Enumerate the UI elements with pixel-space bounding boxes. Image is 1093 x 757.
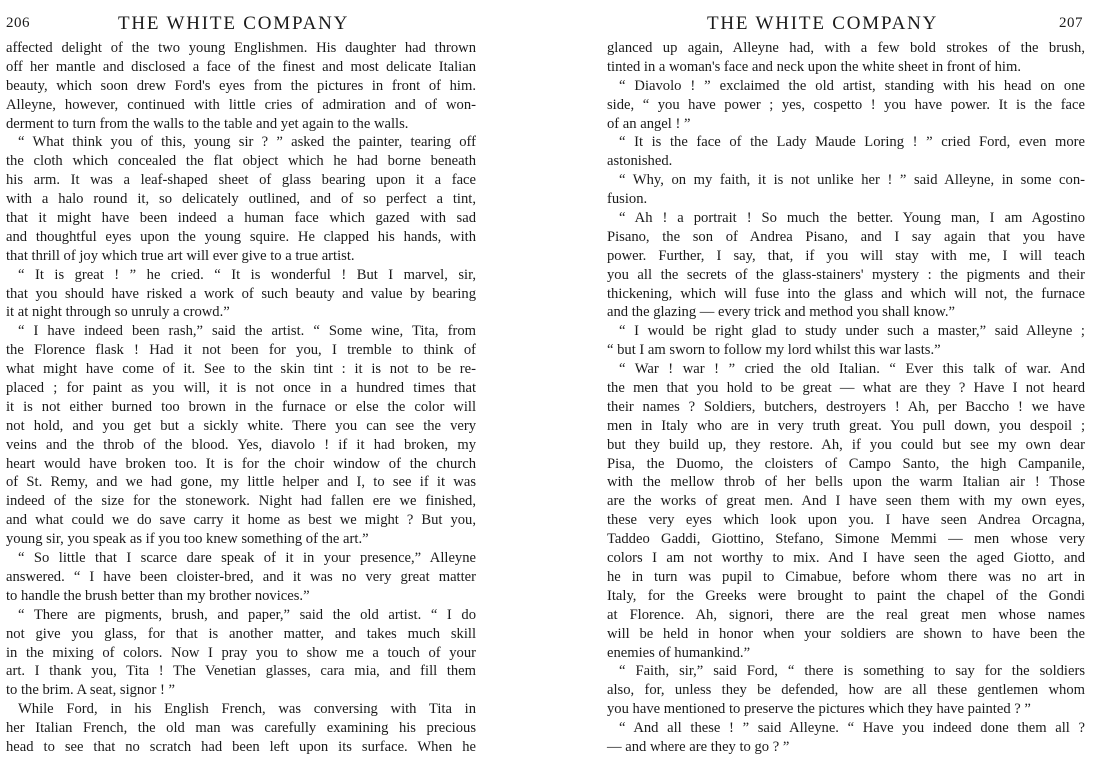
text-line: and the glazing — every trick and method you shall know.” bbox=[607, 304, 955, 321]
text-line: the Florence flask ! Had it not been for you, I tremble to think of bbox=[6, 342, 476, 359]
text-line: indeed of the size for the stonework. Night had fallen ere we finished, bbox=[6, 493, 476, 510]
text-line: in the mixing of colors. Now I pray you to show me a touch of your bbox=[6, 644, 476, 661]
text-line: “ I have indeed been rash,” said the artist. “ Some wine, Tita, from bbox=[18, 323, 476, 340]
page-number-left: 206 bbox=[6, 15, 30, 31]
text-line: to handle the brush better than my brother novices.” bbox=[6, 587, 310, 604]
text-line: “ Ah ! a portrait ! So much the better. Young man, I am Agostino bbox=[619, 210, 1085, 227]
text-line: fusion. bbox=[607, 191, 648, 208]
text-line: you have mentioned to preserve the pictures which they have painted ? ” bbox=[607, 701, 1031, 718]
text-line: “ but I am sworn to follow my lord whilst this war lasts.” bbox=[607, 342, 941, 359]
text-line: — and where are they to go ? ” bbox=[607, 738, 790, 755]
text-line: the cloth which concealed the flat object which he had borne beneath bbox=[6, 153, 476, 170]
text-line: “ Why, on my faith, it is not unlike her ! ” said Alleyne, in some con- bbox=[619, 172, 1085, 189]
text-line: are the works of great men. And I have seen them with my own eyes, bbox=[607, 493, 1085, 510]
text-line: it is not either burned too brown in the furnace or else the color will bbox=[6, 398, 476, 415]
text-line: with the mellow throb of her bells upon the warm Italian air ! Those bbox=[607, 474, 1085, 491]
text-line: that it might have been indeed a human face which gazed with sad bbox=[6, 210, 476, 227]
text-line: men in Italy who are in very truth great. You pull down, you despoil ; bbox=[607, 417, 1085, 434]
text-line: his arm. It was a leaf-shaped sheet of glass bearing upon it a face bbox=[6, 172, 476, 189]
text-line: heart would have broken too. It is for the choir window of the church bbox=[6, 455, 476, 472]
text-line: enemies of humankind.” bbox=[607, 644, 751, 661]
text-line: you all the secrets of the glass-stainers' mystery : the pigments and their bbox=[607, 266, 1085, 283]
text-line: astonished. bbox=[607, 153, 673, 170]
text-line: of St. Remy, and we had gone, my little helper and I, to see if it was bbox=[6, 474, 476, 491]
text-line: glanced up again, Alleyne had, with a few bold strokes of the brush, bbox=[607, 40, 1085, 56]
text-line: but they build up, they restore. Ah, if you could but see my own dear bbox=[607, 436, 1085, 453]
text-line: derment to turn from the walls to the table and yet again to the walls. bbox=[6, 115, 409, 132]
text-line: beauty, which soon drew Ford's eyes from the pictures in front of him. bbox=[6, 77, 476, 94]
text-line: and what could we do save carry it home as best we might ? But you, bbox=[6, 512, 476, 529]
text-line: of an angel ! ” bbox=[607, 115, 691, 132]
text-line: their names ? Soldiers, butchers, destroyers ! Ah, per Baccho ! we have bbox=[607, 398, 1085, 415]
text-line: at Florence. Ah, signori, there are the real great men whose names bbox=[607, 606, 1085, 623]
text-line: what might have come of it. See to the skin tint : it is not to be re- bbox=[6, 361, 476, 378]
right-page-text bbox=[607, 39, 1085, 757]
text-line: answered. “ I have been cloister-bred, and it was no very great matter bbox=[6, 568, 476, 585]
text-line: it at night through so unruly a crowd.” bbox=[6, 304, 230, 321]
text-line: off her mantle and disclosed a face of the finest and most delicate Italian bbox=[6, 58, 476, 75]
running-title-right: THE WHITE COMPANY bbox=[707, 13, 939, 34]
text-line: “ It is great ! ” he cried. “ It is wonderful ! But I marvel, sir, bbox=[18, 266, 476, 283]
text-line: “ There are pigments, brush, and paper,” said the old artist. “ I do bbox=[18, 606, 476, 623]
text-line: “ War ! war ! ” cried the old Italian. “ Ever this talk of war. And bbox=[619, 361, 1085, 378]
left-page bbox=[6, 0, 476, 755]
text-line: “ What think you of this, young sir ? ” asked the painter, tearing off bbox=[18, 134, 476, 151]
text-line: not hold, and you get but a sickly white. There you can see the very bbox=[6, 417, 476, 434]
text-line: that you should have risked a work of such beauty and value by bearing bbox=[6, 285, 476, 302]
text-line: Italy, for the Greeks were brought to paint the chapel of the Gondi bbox=[607, 587, 1085, 604]
running-head-right bbox=[607, 13, 1085, 37]
text-line: power. Further, I say, that, if you will stay with me, I will teach bbox=[607, 247, 1085, 264]
text-line: also, for, unless they be defended, how are all these gentlemen whom bbox=[607, 682, 1085, 699]
text-line: “ I would be right glad to study under such a master,” said Alleyne ; bbox=[619, 323, 1085, 340]
text-line: he in turn was pupil to Cimabue, before whom there was no art in bbox=[607, 568, 1085, 585]
text-line: Pisano, the son of Andrea Pisano, and I say again that you have bbox=[607, 228, 1085, 245]
text-line: these very eyes which look upon you. I have seen Andrea Orcagna, bbox=[607, 512, 1085, 529]
text-line: “ It is the face of the Lady Maude Loring ! ” cried Ford, even more bbox=[619, 134, 1085, 151]
text-line: veins and the throb of the blood. Yes, diavolo ! if it had broken, my bbox=[6, 436, 476, 453]
text-line: her Italian French, the old man was carefully examining his precious bbox=[6, 720, 476, 737]
text-line: young sir, you speak as if you too knew something of the art.” bbox=[6, 531, 369, 548]
text-line: head to see that no scratch had been left upon its surface. When he bbox=[6, 738, 476, 755]
text-line: with a halo round it, so delicately outlined, and of so perfect a tint, bbox=[6, 191, 476, 208]
left-page-text bbox=[6, 39, 476, 757]
text-line: colors I am not worthy to mix. And I have seen the aged Giotto, and bbox=[607, 550, 1085, 567]
text-line: While Ford, in his English French, was conversing with Tita in bbox=[18, 701, 476, 718]
text-line: affected delight of the two young Englishmen. His daughter had thrown bbox=[6, 40, 476, 56]
running-title-left: THE WHITE COMPANY bbox=[118, 13, 350, 34]
text-line: “ So little that I scarce dare speak of it in your presence,” Alleyne bbox=[18, 550, 476, 567]
text-line: “ Diavolo ! ” exclaimed the old artist, standing with his head on one bbox=[619, 77, 1085, 94]
text-line: and thoughtful eyes upon the young squire. He clapped his hands, with bbox=[6, 228, 476, 245]
text-line: Pisa, the Duomo, the cloisters of Campo Santo, the high Campanile, bbox=[607, 455, 1085, 472]
text-line: will be held in honor when your soldiers are shown to have been the bbox=[607, 625, 1085, 642]
text-line: not give you glass, for that is another matter, and takes much skill bbox=[6, 625, 476, 642]
text-line: placed ; for paint as you will, it is not once in a hundred times that bbox=[6, 380, 476, 397]
right-page bbox=[607, 0, 1085, 755]
text-line: the men that you hold to be great — what are they ? Have I not heard bbox=[607, 380, 1085, 397]
text-line: art. I thank you, Tita ! The Venetian glasses, cara mia, and fill them bbox=[6, 663, 476, 680]
page-number-right: 207 bbox=[1059, 15, 1083, 31]
text-line: thickening, which will fuse into the glass and which will not, the furnace bbox=[607, 285, 1085, 302]
text-line: “ And all these ! ” said Alleyne. “ Have you indeed done them all ? bbox=[619, 720, 1085, 737]
text-line: to the brim. A seat, signor ! ” bbox=[6, 682, 176, 699]
text-line: that thrill of joy which true art will ever give to a true artist. bbox=[6, 247, 355, 264]
text-line: Alleyne, however, continued with little cries of admiration and of won- bbox=[6, 96, 476, 113]
text-line: Taddeo Gaddi, Giottino, Stefano, Simone Memmi — men whose very bbox=[607, 531, 1085, 548]
running-head-left bbox=[6, 13, 476, 37]
text-line: tinted in a woman's face and neck upon the white sheet in front of him. bbox=[607, 58, 1021, 75]
text-line: “ Faith, sir,” said Ford, “ there is something to say for the soldiers bbox=[619, 663, 1085, 680]
text-line: side, “ you have power ; yes, cospetto ! you have power. It is the face bbox=[607, 96, 1085, 113]
